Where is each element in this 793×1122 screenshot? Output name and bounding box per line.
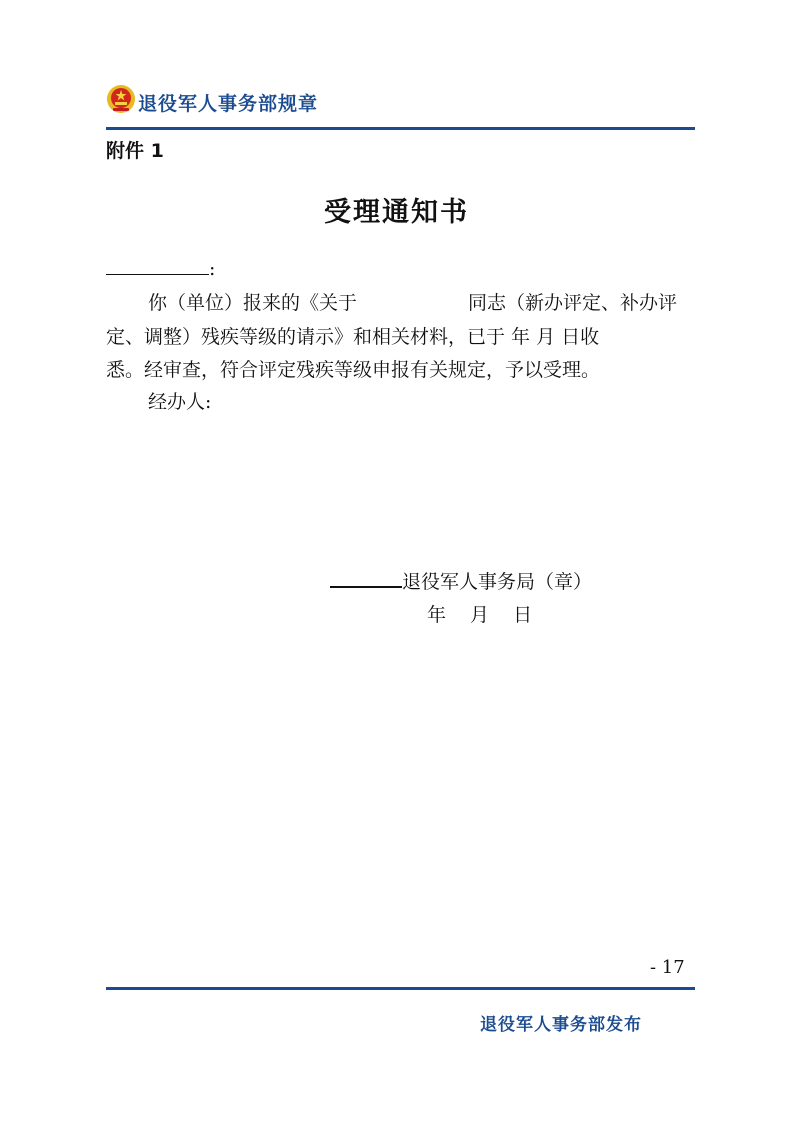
issuer-line [330,567,592,594]
page-number: - 17 [650,957,685,978]
issuer-label: 退役军人事务局（章） [402,571,593,593]
header-title: 退役军人事务部规章 [138,93,319,115]
attachment-label: 附件 1 [106,140,164,162]
header-divider [106,127,695,130]
addressee-blank [106,256,209,275]
issuer-blank [330,568,402,588]
document-title: 受理通知书 [324,197,469,228]
addressee-line [106,256,215,280]
signer-label: 经办人: [148,391,212,413]
date-line: 年 月 日 [427,604,533,626]
footer-divider [106,987,695,990]
body-line-1b: 同志（新办评定、补办评 [468,292,678,314]
body-line-2: 定、调整）残疾等级的请示》和相关材料，已于 年 月 日收 [106,326,600,348]
body-line-1a: 你（单位）报来的《关于 [148,292,358,314]
footer-publisher: 退役军人事务部发布 [480,1015,642,1035]
addressee-colon: : [209,258,216,280]
body-line-3: 悉。经审查，符合评定残疾等级申报有关规定，予以受理。 [106,359,601,381]
national-emblem-icon [106,84,136,114]
